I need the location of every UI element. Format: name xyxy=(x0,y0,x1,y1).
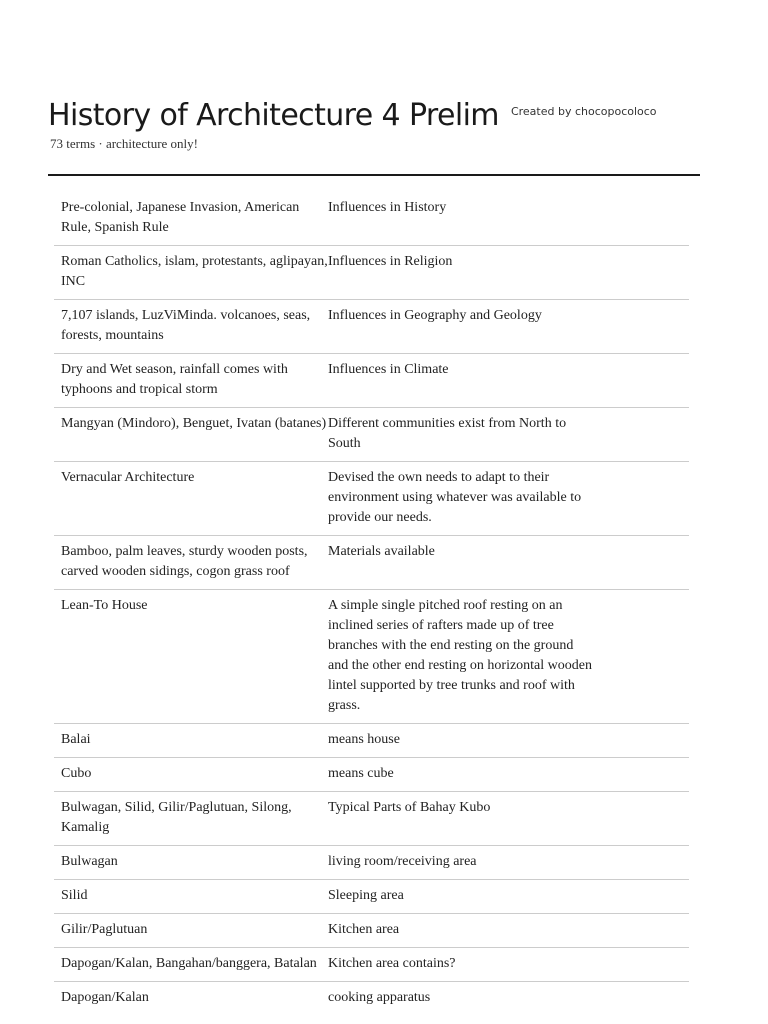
term-row xyxy=(54,792,689,846)
term-text: 7,107 islands, LuzViMinda. volcanoes, seas, forests, mountains xyxy=(61,308,311,343)
definition-text: Devised the own needs to adapt to their environment using whatever was available to provide our needs. xyxy=(328,470,582,525)
term-text: Bamboo, palm leaves, sturdy wooden posts, carved wooden sidings, cogon grass roof xyxy=(61,544,308,579)
term-row xyxy=(54,758,689,792)
term-row xyxy=(54,192,689,246)
title-row xyxy=(48,96,700,136)
definition-text: means house xyxy=(328,732,400,747)
term-text: Dapogan/Kalan, Bangahan/banggera, Batalan xyxy=(61,956,317,971)
definition-text: Typical Parts of Bahay Kubo xyxy=(328,800,491,815)
term-text: Roman Catholics, islam, protestants, aglipayan, INC xyxy=(61,254,328,289)
term-text: Gilir/Paglutuan xyxy=(61,922,148,937)
term-row xyxy=(54,880,689,914)
term-text: Pre-colonial, Japanese Invasion, American Rule, Spanish Rule xyxy=(61,200,300,235)
definition-text: living room/receiving area xyxy=(328,854,477,869)
term-row xyxy=(54,948,689,982)
term-text: Dapogan/Kalan xyxy=(61,990,149,1005)
term-row xyxy=(54,846,689,880)
term-row xyxy=(54,462,689,536)
term-text: Balai xyxy=(61,732,91,747)
definition-text: Influences in Climate xyxy=(328,362,449,377)
creator-credit: Created by chocopocoloco xyxy=(510,105,657,118)
definition-text: Materials available xyxy=(328,544,435,559)
term-text: Dry and Wet season, rainfall comes with typhoons and tropical storm xyxy=(61,362,288,397)
terms-list xyxy=(54,192,689,1015)
term-text: Bulwagan, Silid, Gilir/Paglutuan, Silong, Kamalig xyxy=(61,800,292,835)
page-header xyxy=(48,96,700,152)
definition-text: Kitchen area xyxy=(328,922,400,937)
definition-text: Sleeping area xyxy=(328,888,404,903)
term-row xyxy=(54,408,689,462)
term-text: Mangyan (Mindoro), Benguet, Ivatan (batanes) xyxy=(61,416,327,431)
definition-text: means cube xyxy=(328,766,394,781)
term-text: Bulwagan xyxy=(61,854,118,869)
page-title: History of Architecture 4 Prelim xyxy=(48,98,499,133)
definition-text: Kitchen area contains? xyxy=(328,956,456,971)
term-row xyxy=(54,246,689,300)
term-row xyxy=(54,536,689,590)
definition-text: Different communities exist from North to South xyxy=(328,416,567,451)
term-row xyxy=(54,590,689,724)
term-row xyxy=(54,914,689,948)
header-divider xyxy=(48,174,700,176)
term-row xyxy=(54,982,689,1015)
term-row xyxy=(54,354,689,408)
term-row xyxy=(54,300,689,354)
term-text: Vernacular Architecture xyxy=(61,470,195,485)
page-subtitle: 73 terms · architecture only! xyxy=(50,136,198,151)
term-text: Lean-To House xyxy=(61,598,148,613)
term-text: Silid xyxy=(61,888,88,903)
definition-text: A simple single pitched roof resting on an inclined series of rafters made up of tree branches with the end resting on the ground and the other end resting on horizontal wooden lintel supported by tree trunks and roof with grass. xyxy=(328,598,592,713)
definition-text: Influences in Geography and Geology xyxy=(328,308,542,323)
definition-text: cooking apparatus xyxy=(328,990,431,1005)
definition-text: Influences in History xyxy=(328,200,447,215)
definition-text: Influences in Religion xyxy=(328,254,453,269)
term-row xyxy=(54,724,689,758)
term-text: Cubo xyxy=(61,766,92,781)
